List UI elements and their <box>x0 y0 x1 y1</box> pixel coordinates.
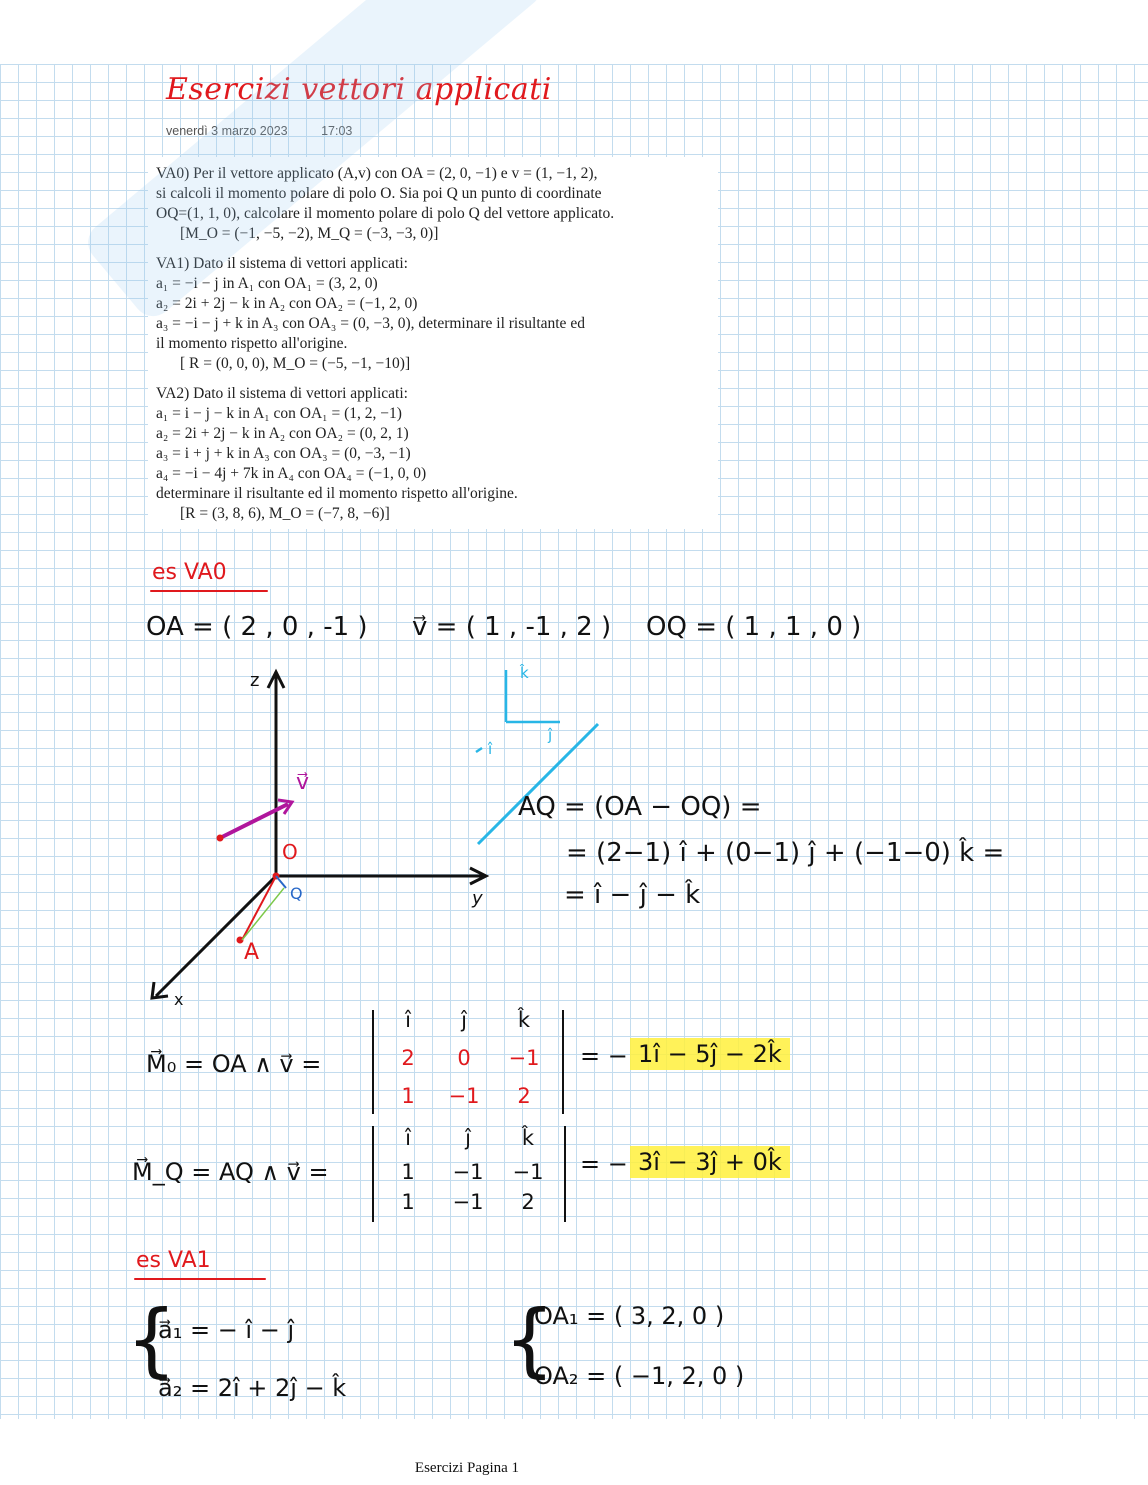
va2-a2: a₂ = 2i + 2j − k in A₂ con OA₂ = (0, 2, 1) <box>156 425 409 442</box>
va1-oa2: OA₂ = ( −1, 2, 0 ) <box>534 1362 745 1390</box>
basis-j-label: ĵ <box>548 726 553 744</box>
mo-r3-c2: −1 <box>448 1084 480 1108</box>
page-time: 17:03 <box>321 124 353 138</box>
aq-line-1: AQ = (OA − OQ) = <box>518 792 762 822</box>
page-date: venerdì 3 marzo 2023 <box>166 124 288 138</box>
mq-r3-c3: 2 <box>521 1190 535 1214</box>
data-oq: OQ = ( 1 , 1 , 0 ) <box>646 612 862 642</box>
va1-a1: a⃗₁ = − î − ĵ <box>158 1316 295 1344</box>
va1-a2: a₂ = 2i + 2j − k in A₂ con OA₂ = (−1, 2, 0) <box>156 295 418 312</box>
axis-z-label: z <box>250 670 260 691</box>
va1-left-brace: { <box>126 1293 177 1386</box>
va2-a1: a₁ = i − j − k in A₁ con OA₁ = (1, 2, −1) <box>156 405 402 422</box>
mo-r1-c2: ĵ <box>461 1008 467 1032</box>
point-q-label: Q <box>290 884 303 903</box>
mo-r1-c3: k̂ <box>517 1008 531 1032</box>
mq-r3-c2: −1 <box>452 1190 484 1214</box>
mq-r2-c3: −1 <box>512 1160 544 1184</box>
mq-r3-c1: 1 <box>401 1190 415 1214</box>
axis-x-label: x <box>174 990 184 1009</box>
vector-v-label: v⃗ <box>296 770 310 795</box>
mq-lhs: M⃗_Q = AQ ∧ v⃗ = <box>132 1158 329 1186</box>
va1-line-5: il momento rispetto all'origine. <box>156 335 348 352</box>
va2-line-6: determinare il risultante ed il momento rispetto all'origine. <box>156 485 518 502</box>
va2-line-1: VA2) Dato il sistema di vettori applicati: <box>156 385 408 402</box>
mq-r1-c2: ĵ <box>465 1126 471 1150</box>
mq-result-highlight: 3î − 3ĵ + 0k̂ <box>630 1146 790 1178</box>
va0-line-2: si calcoli il momento polare di polo O. Sia poi Q un punto di coordinate <box>156 185 602 202</box>
mo-lhs: M⃗₀ = OA ∧ v⃗ = <box>146 1050 322 1078</box>
mo-r3-c3: 2 <box>517 1084 531 1108</box>
es-va1-heading: es VA1 <box>136 1248 211 1273</box>
origin-label: O <box>282 840 298 864</box>
aq-line-3: = î − ĵ − k̂ <box>564 880 701 910</box>
vector-v-line <box>220 804 288 838</box>
va0-line-1: VA0) Per il vettore applicato (A,v) con OA = (2, 0, −1) e v = (1, −1, 2), <box>156 165 598 182</box>
mq-result-sign: = − <box>580 1150 628 1178</box>
va1-a1: a₁ = −i − j in A₁ con OA₁ = (3, 2, 0) <box>156 275 378 292</box>
point-a-label: A <box>244 940 260 965</box>
mq-det-bar-left <box>372 1126 374 1222</box>
mo-det-bar-right <box>562 1010 564 1114</box>
aq-segment <box>242 888 284 940</box>
va1-a2: a⃗₂ = 2î + 2ĵ − k̂ <box>158 1374 347 1402</box>
mq-r1-c3: k̂ <box>521 1126 535 1150</box>
basis-i-label: î <box>488 740 493 758</box>
page-title: Esercizi vettori applicati <box>166 72 552 107</box>
mo-r2-c3: −1 <box>508 1046 540 1070</box>
va1-a3: a₃ = −i − j + k in A₃ con OA₃ = (0, −3, 0), determinare il risultante ed <box>156 315 585 332</box>
mo-result-highlight: 1î − 5ĵ − 2k̂ <box>630 1038 790 1070</box>
mq-r2-c2: −1 <box>452 1160 484 1184</box>
vector-v-tail-dot <box>217 835 224 842</box>
divider-stroke <box>478 724 598 844</box>
oa-vector <box>242 876 276 940</box>
mq-r2-c1: 1 <box>401 1160 415 1184</box>
mo-r3-c1: 1 <box>401 1084 415 1108</box>
va1-result: [ R = (0, 0, 0), M_O = (−5, −1, −10)] <box>180 355 411 372</box>
va0-result: [M_O = (−1, −5, −2), M_Q = (−3, −3, 0)] <box>180 225 439 242</box>
mo-r2-c2: 0 <box>457 1046 471 1070</box>
va2-a4: a₄ = −i − 4j + 7k in A₄ con OA₄ = (−1, 0, 0) <box>156 465 427 482</box>
es-va0-heading: es VA0 <box>152 560 227 585</box>
data-v: v⃗ = ( 1 , -1 , 2 ) <box>412 612 612 642</box>
va2-result: [R = (3, 8, 6), M_O = (−7, 8, −6)] <box>180 505 390 522</box>
mq-det-bar-right <box>564 1126 566 1222</box>
axis-y-label: y <box>472 888 483 909</box>
axes <box>152 672 486 998</box>
mo-r1-c1: î <box>405 1008 411 1032</box>
data-oa: OA = ( 2 , 0 , -1 ) <box>146 612 368 642</box>
oq-vector <box>276 876 286 888</box>
es-va1-underline <box>134 1278 266 1280</box>
x-axis <box>156 876 276 996</box>
va1-line-1: VA1) Dato il sistema di vettori applicati: <box>156 255 408 272</box>
va1-right-brace: { <box>504 1293 555 1386</box>
mo-result-sign: = − <box>580 1042 628 1070</box>
mo-det-bar-left <box>372 1010 374 1114</box>
aq-line-2: = (2−1) î + (0−1) ĵ + (−1−0) k̂ = <box>566 838 1005 868</box>
mq-r1-c1: î <box>405 1126 411 1150</box>
basis-k-label: k̂ <box>520 664 529 682</box>
va2-a3: a₃ = i + j + k in A₃ con OA₃ = (0, −3, −1) <box>156 445 411 462</box>
page-footer: Esercizi Pagina 1 <box>414 1460 520 1476</box>
va1-oa1: OA₁ = ( 3, 2, 0 ) <box>534 1302 725 1330</box>
mo-r2-c1: 2 <box>401 1046 415 1070</box>
basis-i-line <box>476 748 482 752</box>
va0-line-3: OQ=(1, 1, 0), calcolare il momento polare di polo Q del vettore applicato. <box>156 205 615 222</box>
